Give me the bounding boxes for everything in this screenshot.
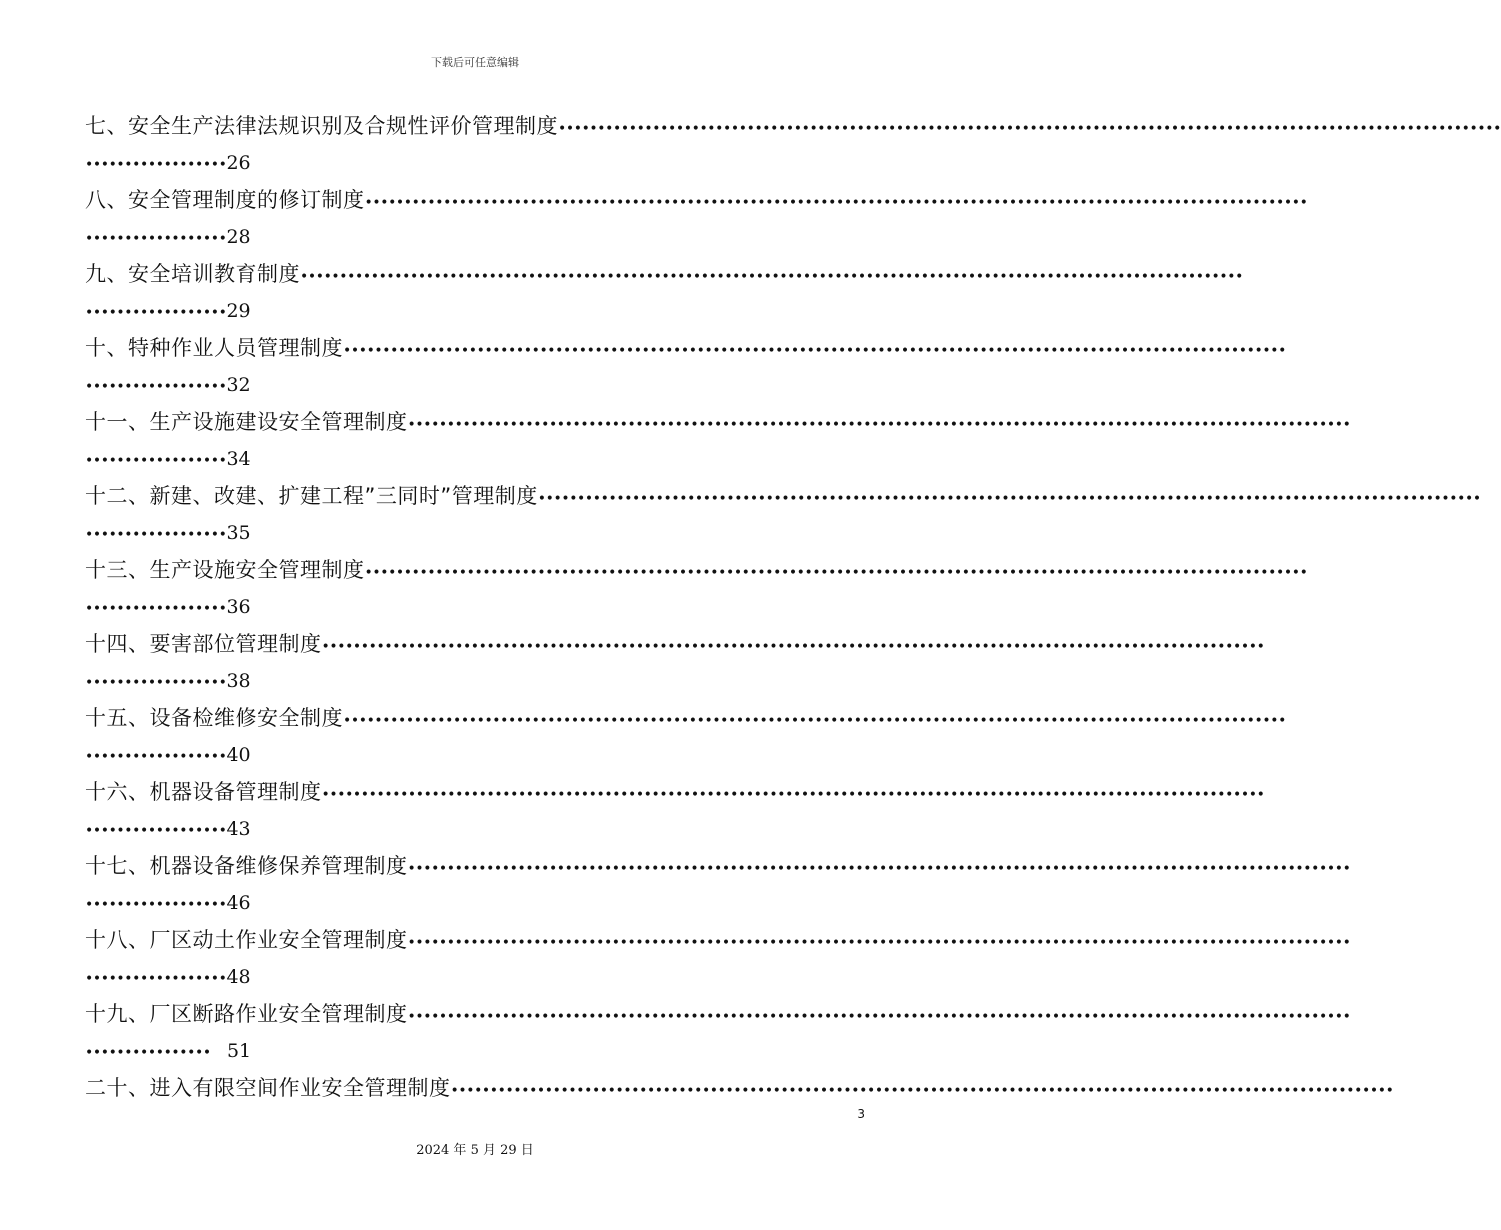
dot-leader: •••••••••••••••••••••••••••••••••••••••••••••••••••••••••••••••••••••••••••••••••••••••••••••••••••••••••••••••••••••••• [537, 491, 1481, 507]
toc-entry[interactable] [85, 404, 1351, 478]
dot-leader: •••••••••••••••••• [85, 675, 227, 691]
toc-entry[interactable] [85, 552, 1308, 626]
toc-entry-page: 26 [226, 152, 251, 174]
toc-entry[interactable] [85, 996, 1351, 1070]
toc-entry-title: 十一、生产设施建设安全管理制度 [85, 410, 408, 434]
toc-entry[interactable] [85, 1070, 1394, 1107]
toc-entry-page: 38 [226, 670, 251, 692]
toc-entry-title-line [85, 626, 1265, 663]
toc-entry-title-line [85, 330, 1286, 367]
toc-entry-page-line [85, 1033, 865, 1070]
toc-entry-page: 36 [226, 596, 251, 618]
dot-leader: •••••••••••••••••••••••••••••••••••••••••••••••••••••••••••••••••••••••••••••••••••••••••••••••••••••••••••••••••••••••• [321, 639, 1265, 655]
toc-entry-title: 十、特种作业人员管理制度 [85, 336, 343, 360]
toc-entry-title: 十九、厂区断路作业安全管理制度 [85, 1002, 408, 1026]
dot-leader: •••••••••••••••••••••••••••••••••••••••••••••••••••••••••••••••••••••••••••••••••••••••••••••••••••••••••••••••••••••••• [450, 1083, 1394, 1099]
dot-leader: •••••••••••••••• [85, 1045, 227, 1061]
footer-date: 2024 年 5 月 29 日 [416, 1143, 534, 1158]
dot-leader: •••••••••••••••••••••••••••••••••••••••••••••••••••••••••••••••••••••••••••••••••••••••••••••••••••••••••••••••••••••••• [407, 1009, 1351, 1025]
toc-entry-title: 十八、厂区动土作业安全管理制度 [85, 928, 408, 952]
dot-leader: •••••••••••••••••• [85, 305, 227, 321]
toc-entry[interactable] [85, 700, 1286, 774]
dot-leader: •••••••••••••••••• [85, 823, 227, 839]
toc-entry-page: 34 [226, 448, 251, 470]
toc-entry-title: 九、安全培训教育制度 [85, 262, 300, 286]
toc-entry-page: 32 [226, 374, 251, 396]
dot-leader: •••••••••••••••••••••••••••••••••••••••••••••••••••••••••••••••••••••••••••••••••••••••••••••••••••••••••••••••••••••••• [364, 195, 1308, 211]
dot-leader: •••••••••••••••••• [85, 379, 227, 395]
toc-entry-title: 八、安全管理制度的修订制度 [85, 188, 365, 212]
dot-leader: •••••••••••••••••••••••••••••••••••••••••••••••••••••••••••••••••••••••••••••••••••••••••••••••••••••••••••••••••••••••• [343, 713, 1286, 729]
dot-leader: •••••••••••••••••• [85, 231, 227, 247]
dot-leader: •••••••••••••••••••••••••••••••••••••••••••••••••••••••••••••••••••••••••••••••••••••••••••••••••••••••••••••••••••••••• [407, 861, 1351, 877]
toc-entry[interactable] [85, 256, 1243, 330]
toc-entry-title: 十五、设备检维修安全制度 [85, 706, 343, 730]
toc-entry-page-line [85, 737, 865, 774]
toc-entry[interactable] [85, 626, 1265, 700]
toc-entry-title-line [85, 848, 1351, 885]
dot-leader: •••••••••••••••••• [85, 971, 227, 987]
toc-entry-page-line [85, 293, 865, 330]
toc-entry-page-line [85, 959, 865, 996]
toc-entry[interactable] [85, 330, 1286, 404]
toc-entry-title-line [85, 996, 1351, 1033]
toc-entry-page-line [85, 589, 865, 626]
toc-entry[interactable] [85, 108, 1501, 182]
dot-leader: •••••••••••••••••••••••••••••••••••••••••••••••••••••••••••••••••••••••••••••••••••••••••••••••••••••••••••••••••••••••• [364, 565, 1308, 581]
toc-entry-page-line [85, 515, 865, 552]
toc-entry[interactable] [85, 774, 1265, 848]
table-of-contents [85, 108, 1501, 1107]
dot-leader: •••••••••••••••••• [85, 527, 227, 543]
dot-leader: •••••••••••••••••••••••••••••••••••••••••••••••••••••••••••••••••••••••••••••••••••••••••••••••••••••••••••••••••••••••• [343, 343, 1286, 359]
toc-entry-title-line [85, 922, 1351, 959]
toc-entry-page: 48 [226, 966, 251, 988]
dot-leader: •••••••••••••••••••••••••••••••••••••••••••••••••••••••••••••••••••••••••••••••••••••••••••••••••••••••••••••••••••••••• [321, 787, 1265, 803]
dot-leader: •••••••••••••••••••••••••••••••••••••••••••••••••••••••••••••••••••••••••••••••••••••••••••••••••••••••••••••••••••••••• [407, 417, 1351, 433]
dot-leader: •••••••••••••••••••••••••••••••••••••••••••••••••••••••••••••••••••••••••••••••••••••••••••••••••••••••••••••••••••••••• [558, 121, 1501, 137]
toc-entry-page: 51 [226, 1040, 252, 1062]
page-number: 3 [857, 1107, 865, 1121]
toc-entry-page: 35 [226, 522, 251, 544]
dot-leader: •••••••••••••••••• [85, 749, 227, 765]
toc-entry[interactable] [85, 478, 1481, 552]
toc-entry-page-line [85, 663, 865, 700]
toc-entry-title-line [85, 256, 1243, 293]
dot-leader: •••••••••••••••••••••••••••••••••••••••••••••••••••••••••••••••••••••••••••••••••••••••••••••••••••••••••••••••••••••••• [300, 269, 1243, 285]
toc-entry-page: 28 [226, 226, 251, 248]
toc-entry-title: 二十、进入有限空间作业安全管理制度 [85, 1076, 451, 1100]
toc-entry-page-line [85, 145, 865, 182]
toc-entry-title-line [85, 552, 1308, 589]
toc-entry-title-line [85, 182, 1308, 219]
toc-entry-title-line [85, 404, 1351, 441]
toc-entry-title: 十六、机器设备管理制度 [85, 780, 322, 804]
toc-entry-page: 40 [226, 744, 251, 766]
toc-entry[interactable] [85, 922, 1351, 996]
dot-leader: •••••••••••••••••••••••••••••••••••••••••••••••••••••••••••••••••••••••••••••••••••••••••••••••••••••••••••••••••••••••• [407, 935, 1351, 951]
toc-entry[interactable] [85, 182, 1308, 256]
toc-entry-page-line [85, 885, 865, 922]
toc-entry-title: 十三、生产设施安全管理制度 [85, 558, 365, 582]
dot-leader: •••••••••••••••••• [85, 157, 227, 173]
toc-entry[interactable] [85, 848, 1351, 922]
toc-entry-page: 43 [226, 818, 251, 840]
toc-entry-page-line [85, 219, 865, 256]
toc-entry-page-line [85, 811, 865, 848]
toc-entry-page-line [85, 441, 865, 478]
toc-entry-page: 29 [226, 300, 251, 322]
toc-entry-page-line [85, 367, 865, 404]
dot-leader: •••••••••••••••••• [85, 453, 227, 469]
dot-leader: •••••••••••••••••• [85, 897, 227, 913]
toc-entry-title-line [85, 1070, 1394, 1107]
toc-entry-title-line [85, 774, 1265, 811]
toc-entry-title-line [85, 108, 1501, 145]
toc-entry-title: 十七、机器设备维修保养管理制度 [85, 854, 408, 878]
dot-leader: •••••••••••••••••• [85, 601, 227, 617]
toc-entry-title-line [85, 478, 1481, 515]
toc-entry-title-line [85, 700, 1286, 737]
toc-entry-title: 十四、要害部位管理制度 [85, 632, 322, 656]
toc-entry-page: 46 [226, 892, 251, 914]
toc-entry-title: 十二、新建、改建、扩建工程”三同时”管理制度 [85, 484, 538, 508]
toc-entry-title: 七、安全生产法律法规识别及合规性评价管理制度 [85, 114, 558, 138]
page-header: 下载后可任意编辑 [431, 56, 519, 69]
